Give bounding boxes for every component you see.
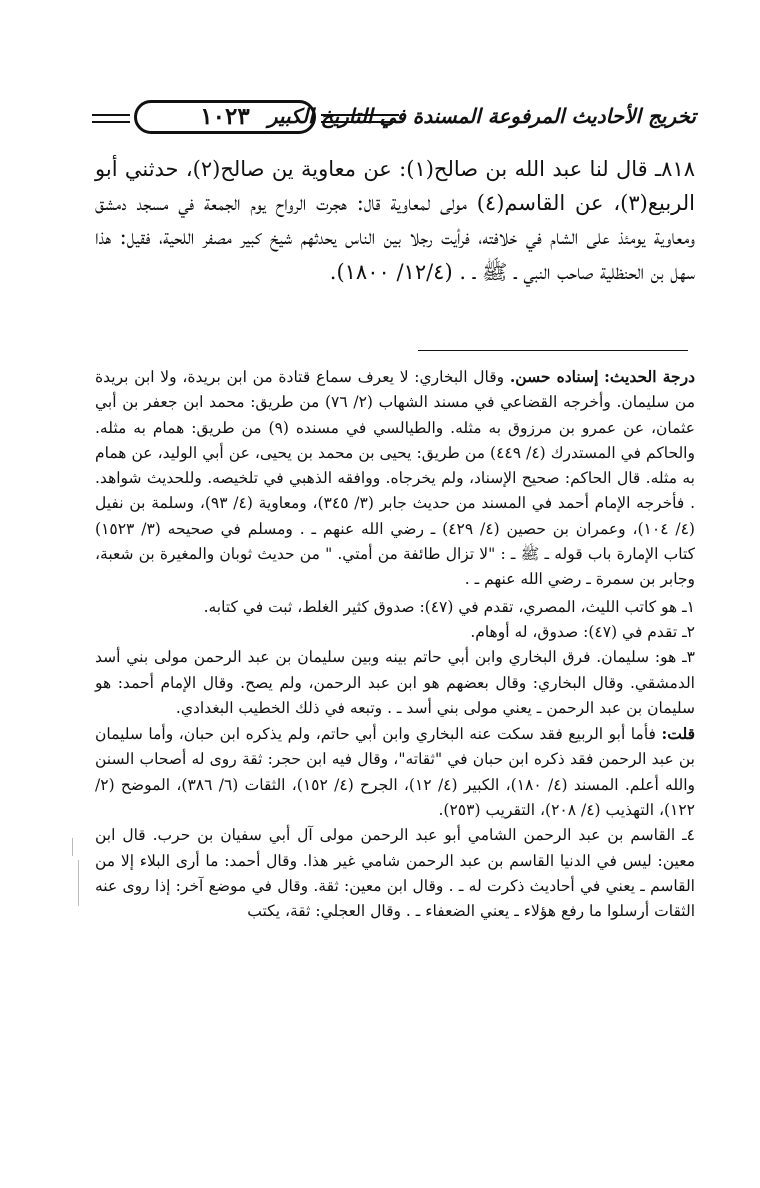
page-number: ١٠٢٣	[134, 100, 316, 134]
running-title: تخريج الأحاديث المرفوعة المسندة في التاريخ الكبير	[267, 104, 696, 128]
grade-label: درجة الحديث:	[604, 367, 695, 386]
hadith-paragraph: ٨١٨ـ قال لنا عبد الله بن صالح(١): عن معاوية ين صالح(٢)، حدثني أبو الربيع(٣)، عن القاسم(٤) مولى لمعاوية قال: هجرت الرواح يوم الجمعة في مسجد دمشق ومعاوية يومئذ على الشام في خلافته، فرأيت رجلا بين الناس يحدثهم شيخ كبير مصفر اللحية، فقيل: هذا سهل بن الحنظلية صاحب النبي ـ ﷺ ـ . (١٢/٤/ ١٨٠٠).	[95, 157, 696, 284]
grade-text: وقال البخاري: لا يعرف سماع قتادة من ابن بريدة، ولا ابن بريدة من سليمان. وأخرجه القضاعي في مسند الشهاب (٢/ ٧٦) من طريق: محمد ابن جعفر بن أبي عثمان، عن عمرو بن مرزوق به مثله. والطيالسي في مسنده (٩) من طريق: همام به مثله. والحاكم في المستدرك (٤/ ٤٤٩) من طريق: يحيى بن محمد بن يحيى، عن أبي الوليد، عن همام به مثله. قال الحاكم: صحيح الإسناد، ولم يخرجاه. ووافقه الذهبي في تلخيصه. وللحديث شواهد. . فأخرجه الإمام أحمد في المسند من حديث جابر (٣/ ٣٤٥)، ومعاوية (٤/ ٩٣)، وسلمة بن نفيل (٤/ ١٠٤)، وعمران بن حصين (٤/ ٤٢٩) ـ رضي الله عنهم ـ . ومسلم في صحيحه (٣/ ١٥٢٣) كتاب الإمارة باب قوله ـ ﷺ ـ : "لا تزال طائفة من أمتي. " من حديث ثوبان والمغيرة بن شعبة، وجابر بن سمرة ـ رضي الله عنهم ـ .	[95, 368, 696, 589]
footnote-comment	[95, 721, 695, 823]
header-rule-left	[92, 114, 130, 123]
margin-mark	[72, 838, 74, 856]
comment-text: فأما أبو الربيع فقد سكت عنه البخاري وابن أبي حاتم، ولم يذكره ابن حبان، وأما سليمان بن عبد الرحمن فقد ذكره ابن حبان في "ثقاته"، وقال فيه ابن حجر: ثقة روى له أصحاب السنن والله أعلم. المسند (٤/ ١٨٠)، الكبير (٤/ ١٢)، الجرح (٤/ ١٥٢)، الثقات (٦/ ٣٨٦)، الموضح (٢/ ١٢٢)، التهذيب (٤/ ٢٠٨)، التقريب (٢٥٣).	[95, 725, 696, 820]
grade-value: إسناده حسن.	[509, 367, 599, 386]
hadith-text	[95, 152, 695, 289]
margin-mark	[78, 860, 80, 906]
hadith-grade	[95, 364, 695, 593]
footnote-2: ٢ـ تقدم في (٤٧): صدوق، له أوهام.	[470, 622, 695, 641]
page-header	[92, 100, 695, 136]
footnote-1: ١ـ هو كاتب الليث، المصري، تقدم في (٤٧): صدوق كثير الغلط، ثبت في كتابه.	[203, 597, 695, 616]
footnote-4: ٤ـ القاسم بن عبد الرحمن الشامي أبو عبد الرحمن مولى آل أبي سفيان بن حرب. قال ابن معين: ليس في الدنيا القاسم بن عبد الرحمن شامي غير هذا. وقال أحمد: ما أرى البلاء إلا من القاسم ـ يعني في أحاديث ذكرت له ـ . وقال ابن معين: ثقة. وقال في موضع آخر: إذا روى عنه الثقات أرسلوا ما رفع هؤلاء ـ يعني الضعفاء ـ . وقال العجلي: ثقة، يكتب	[95, 826, 695, 921]
comment-label: قلت:	[661, 724, 695, 744]
footnote-3: ٣ـ هو: سليمان. فرق البخاري وابن أبي حاتم بينه وبين سليمان بن عبد الرحمن مولى بني أسد الدمشقي. وقال البخاري: وقال بعضهم هو ابن عبد الرحمن، ولم يصح. وقال الإمام أحمد: هو سليمان بن عبد الرحمن ـ يعني مولى بني أسد ـ . وتبعه في ذلك الخطيب البغدادي.	[95, 648, 695, 717]
footnotes	[95, 364, 695, 925]
footnote-separator	[418, 350, 688, 351]
